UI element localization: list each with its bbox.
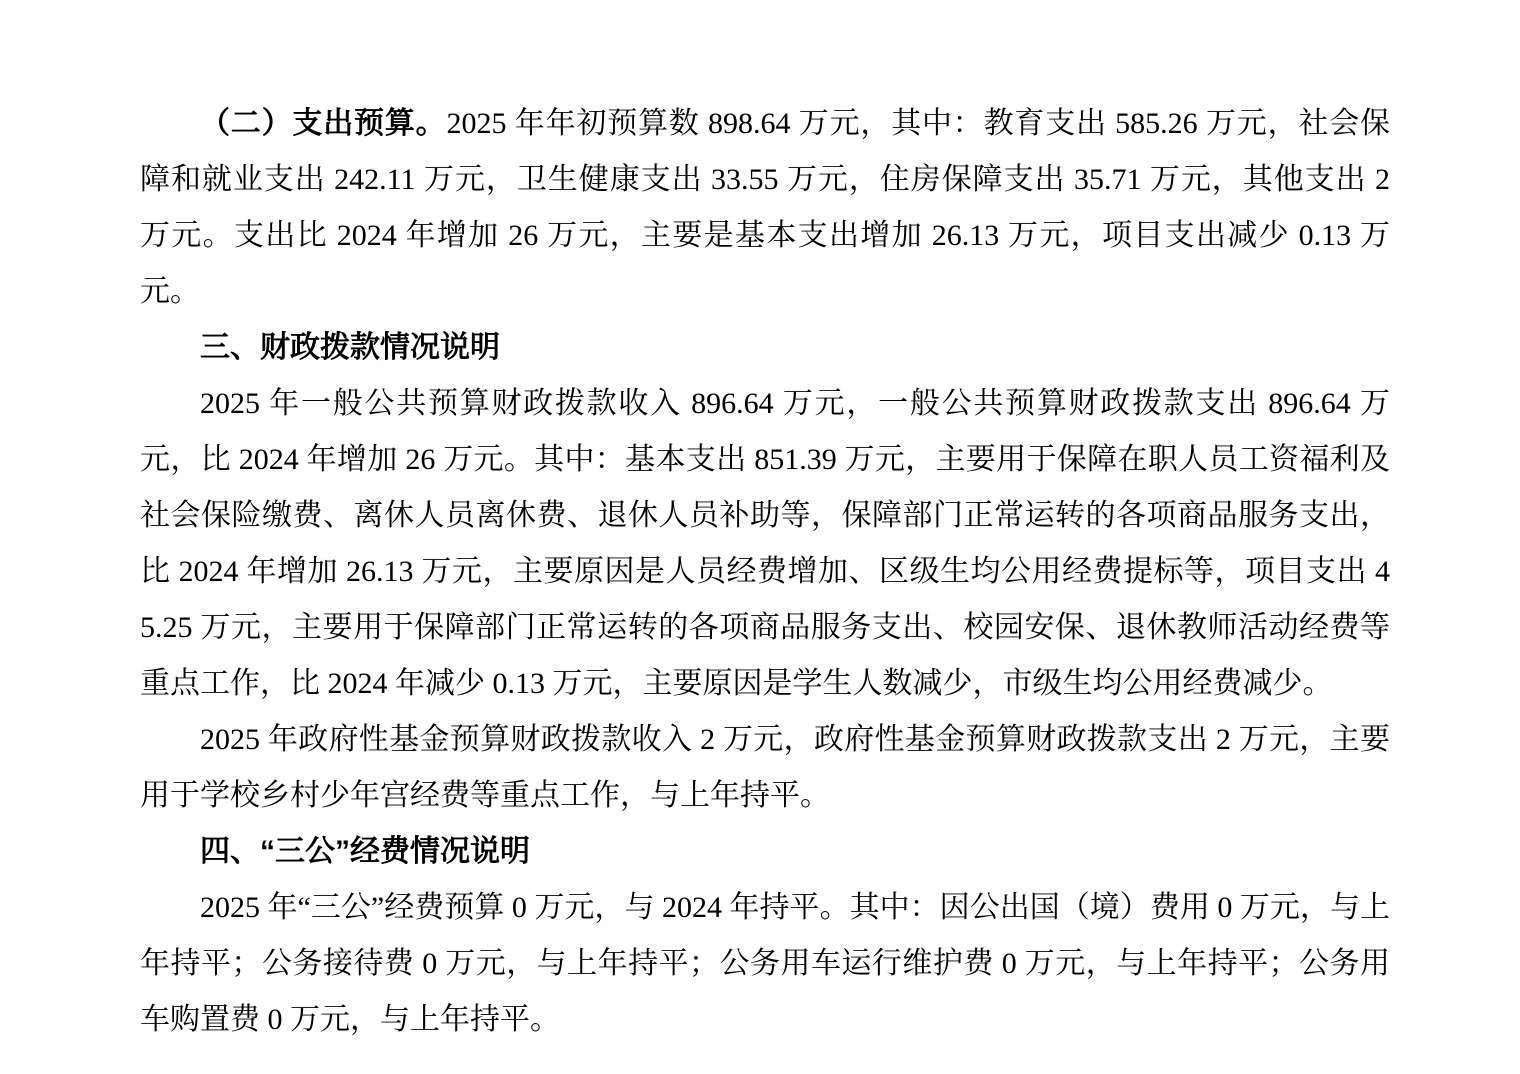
paragraph-government-fund-budget: 2025 年政府性基金预算财政拨款收入 2 万元，政府性基金预算财政拨款支出 2 万元，主要用于学校乡村少年宫经费等重点工作，与上年持平。 (140, 723, 1390, 812)
section-heading-fiscal-appropriation: 三、财政拨款情况说明 (200, 331, 500, 364)
paragraph-general-public-budget: 2025 年一般公共预算财政拨款收入 896.64 万元，一般公共预算财政拨款支出 896.64 万元，比 2024 年增加 26 万元。其中：基本支出 851.39 万元，主要用于保障在职人员工资福利及社会保险缴费、离休人员离休费、退休人员补助等，保障部门正常运转的各项商品服务支出，比 2024 年增加 26.13 万元，主要原因是人员经费增加、区级生均公用经费提标等，项目支出 45.25 万元，主要用于保障部门正常运转的各项商品服务支出、校园安保、退休教师活动经费等重点工作，比 2024 年减少 0.13 万元，主要原因是学生人数减少，市级生均公用经费减少。 (140, 387, 1390, 700)
paragraph-body-text: 2025 年年初预算数 898.64 万元，其中：教育支出 585.26 万元，社会保障和就业支出 242.11 万元，卫生健康支出 33.55 万元，住房保障支出 35.71 万元，其他支出 2 万元。支出比 2024 年增加 26 万元，主要是基本支出增加 26.13 万元，项目支出减少 0.13 万元。 (140, 107, 1391, 308)
section-heading-three-public-expenses: 四、“三公”经费情况说明 (200, 835, 530, 868)
paragraph-three-public-expenses: 2025 年“三公”经费预算 0 万元，与 2024 年持平。其中：因公出国（境）费用 0 万元，与上年持平；公务接待费 0 万元，与上年持平；公务用车运行维护费 0 万元，与上年持平；公务用车购置费 0 万元，与上年持平。 (140, 891, 1390, 1036)
paragraph-lead-label: （二）支出预算。 (200, 107, 447, 140)
paragraph-expenditure-budget (140, 96, 1390, 320)
